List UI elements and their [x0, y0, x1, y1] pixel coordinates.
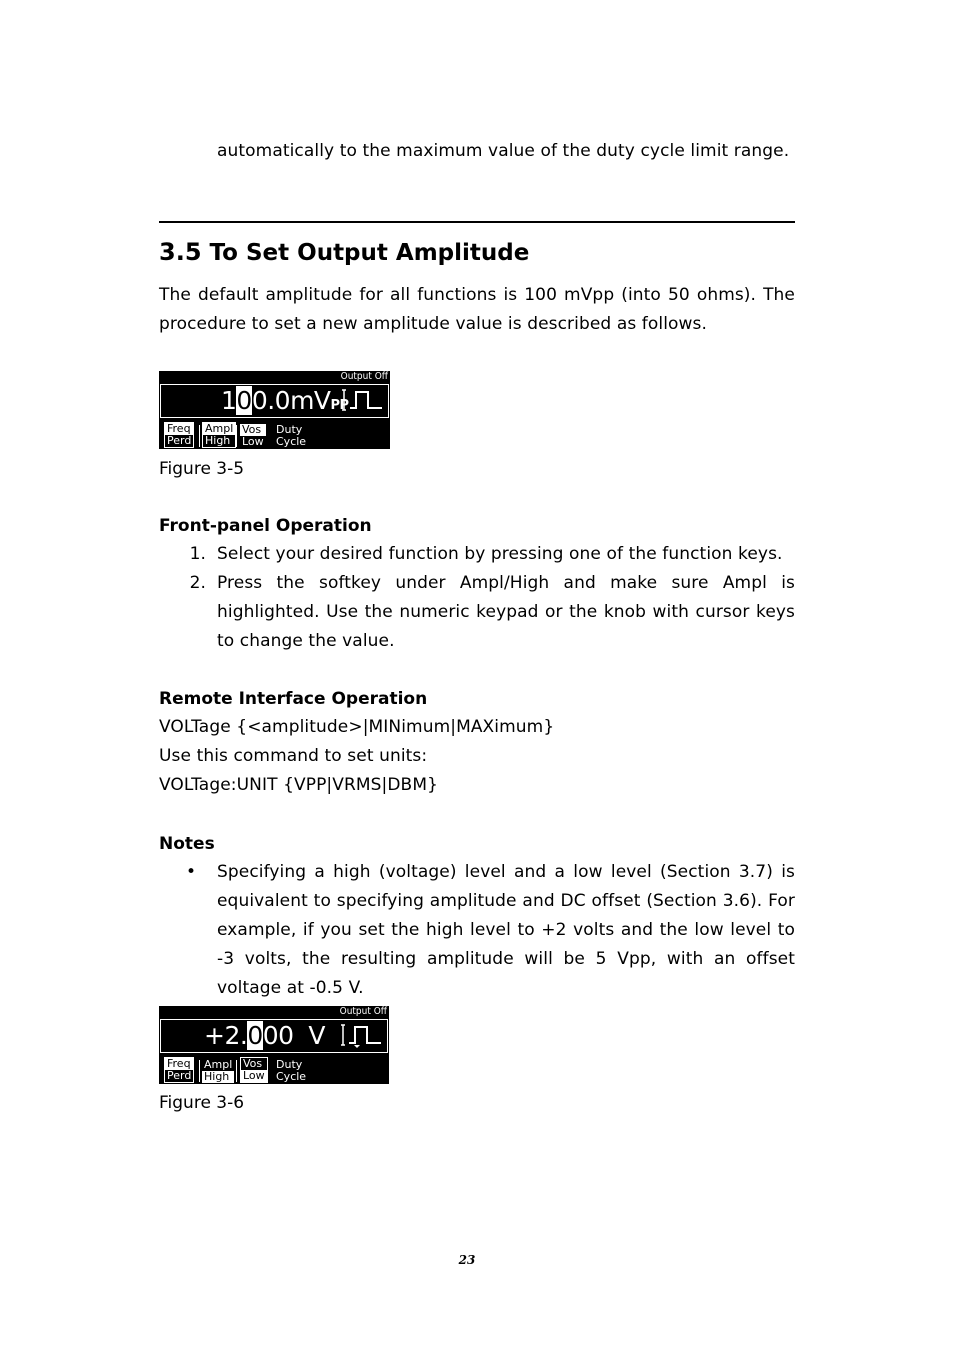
softkey-vos-low[interactable]: Vos Low: [240, 1057, 268, 1083]
notes-heading: Notes: [159, 834, 215, 854]
softkey-separator: [199, 1060, 200, 1082]
softkey-ampl-high[interactable]: Ampl High: [202, 422, 236, 448]
section-number: 3.5: [159, 238, 202, 266]
softkey-separator: [199, 425, 200, 447]
softkey-separator: [236, 425, 237, 447]
step-text: Select your desired function by pressing one of the function keys.: [217, 544, 783, 564]
lcd-screen-high-level: [159, 1006, 389, 1084]
square-wave-icon: [341, 1023, 385, 1049]
bullet-marker: •: [186, 862, 197, 882]
note-text: Specifying a high (voltage) level and a low level (Section 3.7) is equivalent to specifying amplitude and DC offset (Section 3.6). For example, if you set the high level to +2 volts and the low level to -3 volts, the resulting amplitude will be 5 Vpp, with an offset voltage at -0.5 V.: [217, 862, 795, 998]
softkey-freq-perd[interactable]: Freq Perd: [164, 422, 194, 448]
remote-heading: Remote Interface Operation: [159, 689, 428, 709]
softkey-duty-cycle[interactable]: Duty Cycle: [276, 423, 307, 448]
list-item: [176, 569, 795, 656]
front-panel-steps: [176, 540, 795, 656]
list-item: [176, 540, 795, 569]
softkey-duty-cycle[interactable]: Duty Cycle: [276, 1058, 307, 1083]
section-divider: [159, 221, 795, 223]
figure-caption: Figure 3-6: [159, 1093, 245, 1113]
command-line: Use this command to set units:: [159, 746, 428, 766]
step-number: 1.: [189, 544, 206, 564]
description-paragraph: The default amplitude for all functions is 100 mVpp (into 50 ohms). The procedure to set a new amplitude value is described as follows.: [159, 285, 795, 334]
square-wave-icon: [342, 388, 386, 412]
remote-commands: [159, 713, 554, 800]
high-level-value: +2.000 V: [204, 1021, 326, 1050]
intro-text: automatically to the maximum value of the duty cycle limit range.: [217, 141, 790, 161]
edit-cursor: 0: [236, 386, 252, 415]
command-line: VOLTage {<amplitude>|MINimum|MAXimum}: [159, 717, 555, 737]
output-status: Output Off: [339, 1006, 387, 1017]
amplitude-value: 100.0mVPP: [221, 386, 349, 415]
softkey-vos-low[interactable]: Vos Low: [242, 423, 264, 448]
step-number: 2.: [189, 573, 206, 593]
softkey-ampl-high[interactable]: Ampl High: [204, 1058, 233, 1083]
softkey-freq-perd[interactable]: Freq Perd: [164, 1057, 194, 1083]
page-number: 23: [458, 1253, 476, 1267]
command-line: VOLTage:UNIT {VPP|VRMS|DBM}: [159, 775, 439, 795]
front-panel-heading: Front-panel Operation: [159, 516, 372, 536]
section-heading: [159, 238, 529, 266]
lcd-screen-amplitude: [159, 371, 390, 449]
section-title: To Set Output Amplitude: [209, 240, 530, 266]
softkey-separator: [236, 1060, 237, 1082]
unit-subscript: PP: [330, 398, 349, 413]
figure-caption: Figure 3-5: [159, 459, 245, 479]
output-status: Output Off: [340, 371, 388, 382]
step-text: Press the softkey under Ampl/High and make sure Ampl is highlighted. Use the numeric keypad or the knob with cursor keys to change the value.: [217, 573, 795, 651]
edit-cursor: 0: [247, 1021, 263, 1050]
